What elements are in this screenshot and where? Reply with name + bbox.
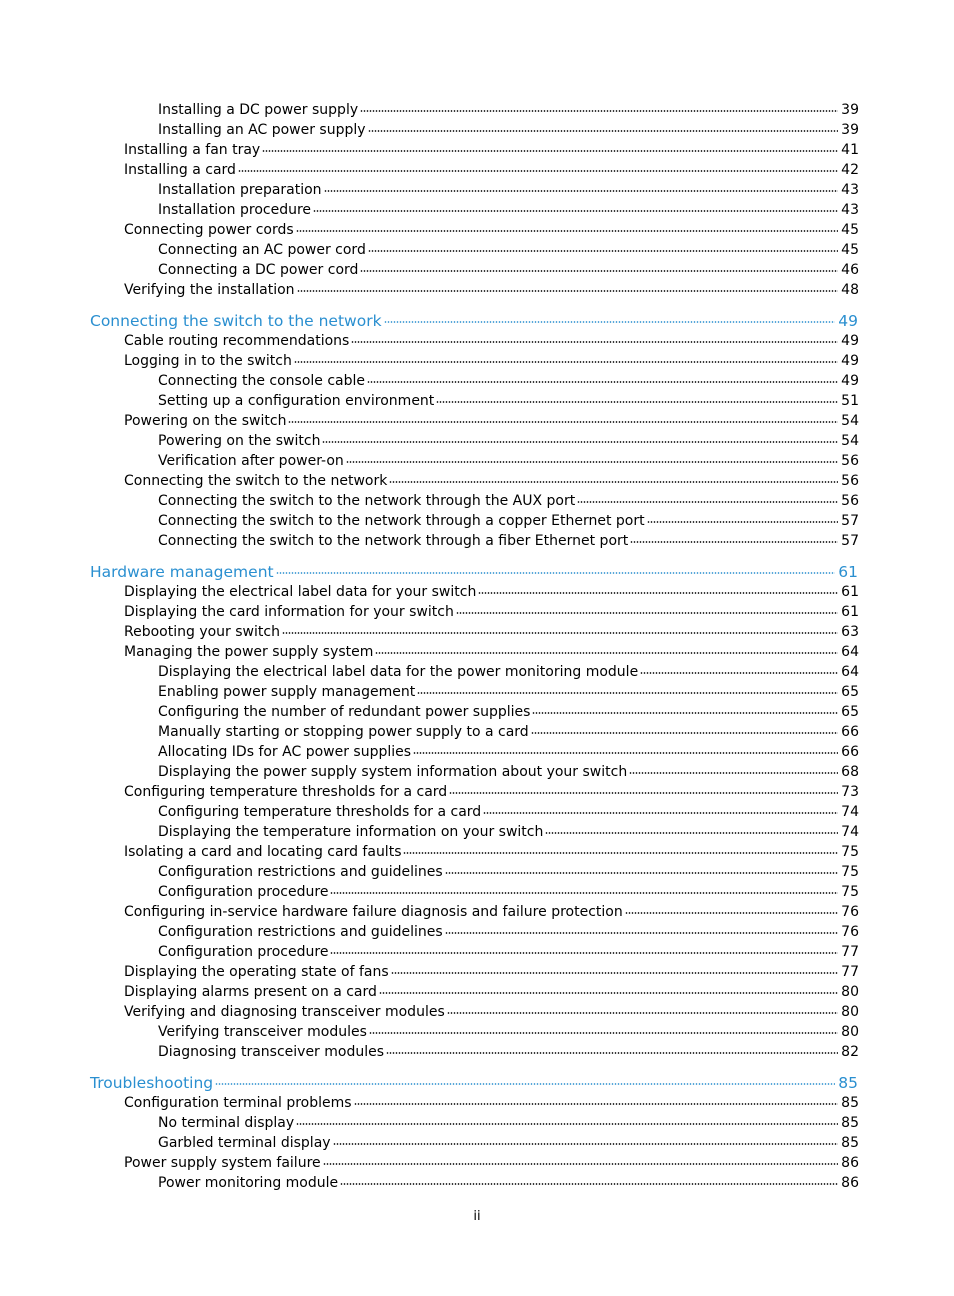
toc-section-entry[interactable] xyxy=(0,220,954,240)
toc-entry-page-number: 57 xyxy=(841,513,859,529)
toc-entry-page-number: 49 xyxy=(838,312,858,330)
toc-entry-page-number: 73 xyxy=(841,784,859,800)
toc-entry-page-number: 74 xyxy=(841,804,859,820)
toc-entry-title: Verification after power-on xyxy=(158,453,344,469)
toc-entry-page-number: 65 xyxy=(841,704,859,720)
toc-entry-page-number: 80 xyxy=(841,984,859,1000)
toc-subsection-entry[interactable] xyxy=(0,682,954,702)
dot-leader xyxy=(346,459,838,465)
toc-entry-title: Garbled terminal display xyxy=(158,1135,331,1151)
toc-entry-page-number: 49 xyxy=(841,373,859,389)
toc-entry-title: Allocating IDs for AC power supplies xyxy=(158,744,412,760)
toc-entry-title: Verifying the installation xyxy=(124,282,295,298)
toc-entry-page-number: 80 xyxy=(841,1024,859,1040)
toc-entry-page-number: 64 xyxy=(841,664,859,680)
toc-section-entry[interactable] xyxy=(0,962,954,982)
toc-entry-title: Installation preparation xyxy=(158,182,322,198)
toc-entry-title: Troubleshooting xyxy=(90,1074,214,1092)
toc-entry-title: Setting up a configuration environment xyxy=(158,393,435,409)
dot-leader xyxy=(384,319,835,325)
table-of-contents xyxy=(0,100,954,1193)
toc-entry-page-number: 77 xyxy=(841,964,859,980)
toc-entry-title: Installing an AC power supply xyxy=(158,122,366,138)
dot-leader xyxy=(413,750,838,756)
toc-entry-title: Displaying the card information for your switch xyxy=(124,604,454,620)
dot-leader xyxy=(386,1050,838,1056)
toc-subsection-entry[interactable] xyxy=(0,1133,954,1153)
dot-leader xyxy=(478,590,838,596)
dot-leader xyxy=(282,630,838,636)
toc-section-entry[interactable] xyxy=(0,331,954,351)
toc-entry-title: Displaying the temperature information on your switch xyxy=(158,824,544,840)
toc-subsection-entry[interactable] xyxy=(0,391,954,411)
toc-entry-page-number: 76 xyxy=(841,924,859,940)
toc-entry-title: Powering on the switch xyxy=(158,433,321,449)
toc-entry-title: Verifying transceiver modules xyxy=(158,1024,367,1040)
toc-entry-title: Connecting an AC power cord xyxy=(158,242,366,258)
toc-entry-page-number: 54 xyxy=(841,413,859,429)
dot-leader xyxy=(456,610,838,616)
dot-leader xyxy=(391,970,838,976)
toc-section-entry[interactable] xyxy=(0,1093,954,1113)
toc-entry-page-number: 85 xyxy=(841,1115,859,1131)
toc-section-entry[interactable] xyxy=(0,411,954,431)
toc-subsection-entry[interactable] xyxy=(0,240,954,260)
page-number: ii xyxy=(473,1209,481,1224)
toc-entry-page-number: 61 xyxy=(841,584,859,600)
toc-entry-title: Installing a card xyxy=(124,162,236,178)
dot-leader xyxy=(445,870,838,876)
toc-entry-title: Connecting the console cable xyxy=(158,373,366,389)
toc-subsection-entry[interactable] xyxy=(0,371,954,391)
toc-entry-title: Power monitoring module xyxy=(158,1175,339,1191)
toc-subsection-entry[interactable] xyxy=(0,922,954,942)
toc-entry-page-number: 85 xyxy=(838,1074,858,1092)
toc-entry-title: Isolating a card and locating card faults xyxy=(124,844,402,860)
toc-subsection-entry[interactable] xyxy=(0,942,954,962)
toc-entry-title: Displaying the electrical label data for the power monitoring module xyxy=(158,664,639,680)
dot-leader xyxy=(340,1181,838,1187)
dot-leader xyxy=(360,268,838,274)
toc-entry-page-number: 74 xyxy=(841,824,859,840)
dot-leader xyxy=(447,1010,838,1016)
toc-entry-title: Installing a DC power supply xyxy=(158,102,359,118)
toc-entry-page-number: 56 xyxy=(841,453,859,469)
toc-subsection-entry[interactable] xyxy=(0,722,954,742)
toc-entry-page-number: 45 xyxy=(841,222,859,238)
toc-subsection-entry[interactable] xyxy=(0,180,954,200)
toc-entry-page-number: 49 xyxy=(841,353,859,369)
toc-entry-page-number: 75 xyxy=(841,844,859,860)
toc-entry-title: Configuration procedure xyxy=(158,944,329,960)
toc-entry-title: Connecting power cords xyxy=(124,222,294,238)
toc-section-entry[interactable] xyxy=(0,471,954,491)
toc-subsection-entry[interactable] xyxy=(0,662,954,682)
dot-leader xyxy=(238,168,838,174)
toc-entry-page-number: 57 xyxy=(841,533,859,549)
dot-leader xyxy=(351,339,838,345)
toc-entry-title: Installing a fan tray xyxy=(124,142,261,158)
toc-section-entry[interactable] xyxy=(0,140,954,160)
toc-entry-title: Rebooting your switch xyxy=(124,624,280,640)
toc-section-entry[interactable] xyxy=(0,902,954,922)
dot-leader xyxy=(354,1101,838,1107)
toc-entry-page-number: 56 xyxy=(841,493,859,509)
toc-subsection-entry[interactable] xyxy=(0,491,954,511)
toc-subsection-entry[interactable] xyxy=(0,1173,954,1193)
dot-leader xyxy=(577,499,838,505)
toc-section-entry[interactable] xyxy=(0,1002,954,1022)
dot-leader xyxy=(294,359,838,365)
toc-entry-page-number: 85 xyxy=(841,1135,859,1151)
toc-entry-page-number: 43 xyxy=(841,182,859,198)
dot-leader xyxy=(531,730,838,736)
toc-entry-page-number: 41 xyxy=(841,142,859,158)
dot-leader xyxy=(545,830,838,836)
dot-leader xyxy=(215,1081,835,1087)
dot-leader xyxy=(647,519,838,525)
dot-leader xyxy=(360,108,838,114)
dot-leader xyxy=(368,248,838,254)
toc-entry-title: Configuring temperature thresholds for a card xyxy=(158,804,482,820)
toc-entry-title: Configuration restrictions and guidelines xyxy=(158,864,443,880)
toc-entry-title: Configuration procedure xyxy=(158,884,329,900)
toc-entry-page-number: 77 xyxy=(841,944,859,960)
toc-subsection-entry[interactable] xyxy=(0,862,954,882)
dot-leader xyxy=(375,650,838,656)
toc-entry-title: Verifying and diagnosing transceiver modules xyxy=(124,1004,445,1020)
toc-entry-title: Manually starting or stopping power supply to a card xyxy=(158,724,529,740)
toc-section-entry[interactable] xyxy=(0,160,954,180)
dot-leader xyxy=(629,770,838,776)
toc-entry-page-number: 80 xyxy=(841,1004,859,1020)
toc-entry-page-number: 65 xyxy=(841,684,859,700)
dot-leader xyxy=(313,208,838,214)
dot-leader xyxy=(330,950,838,956)
toc-subsection-entry[interactable] xyxy=(0,762,954,782)
toc-subsection-entry[interactable] xyxy=(0,531,954,551)
toc-entry-page-number: 39 xyxy=(841,122,859,138)
dot-leader xyxy=(403,850,838,856)
toc-section-entry[interactable] xyxy=(0,1153,954,1173)
dot-leader xyxy=(379,990,838,996)
toc-chapter-entry[interactable] xyxy=(0,310,954,331)
dot-leader xyxy=(417,690,838,696)
toc-entry-page-number: 82 xyxy=(841,1044,859,1060)
toc-entry-title: Installation procedure xyxy=(158,202,312,218)
toc-entry-title: Connecting the switch to the network through a fiber Ethernet port xyxy=(158,533,629,549)
toc-entry-title: Displaying the operating state of fans xyxy=(124,964,389,980)
toc-entry-title: Logging in to the switch xyxy=(124,353,292,369)
toc-entry-title: Configuring in-service hardware failure diagnosis and failure protection xyxy=(124,904,623,920)
toc-entry-page-number: 86 xyxy=(841,1175,859,1191)
toc-entry-title: Configuration terminal problems xyxy=(124,1095,352,1111)
toc-entry-page-number: 43 xyxy=(841,202,859,218)
dot-leader xyxy=(324,188,838,194)
toc-entry-title: Connecting the switch to the network through a copper Ethernet port xyxy=(158,513,645,529)
toc-entry-title: Connecting the switch to the network xyxy=(90,312,382,330)
dot-leader xyxy=(323,1161,838,1167)
toc-entry-title: No terminal display xyxy=(158,1115,295,1131)
toc-entry-page-number: 42 xyxy=(841,162,859,178)
toc-entry-title: Enabling power supply management xyxy=(158,684,416,700)
toc-section-entry[interactable] xyxy=(0,280,954,300)
toc-entry-page-number: 66 xyxy=(841,744,859,760)
toc-entry-title: Displaying the power supply system information about your switch xyxy=(158,764,628,780)
dot-leader xyxy=(436,399,838,405)
toc-subsection-entry[interactable] xyxy=(0,882,954,902)
dot-leader xyxy=(389,479,838,485)
toc-entry-page-number: 63 xyxy=(841,624,859,640)
toc-entry-title: Configuration restrictions and guidelines xyxy=(158,924,443,940)
toc-subsection-entry[interactable] xyxy=(0,742,954,762)
toc-entry-page-number: 75 xyxy=(841,884,859,900)
toc-subsection-entry[interactable] xyxy=(0,511,954,531)
toc-entry-page-number: 51 xyxy=(841,393,859,409)
toc-subsection-entry[interactable] xyxy=(0,100,954,120)
dot-leader xyxy=(262,148,838,154)
toc-entry-page-number: 68 xyxy=(841,764,859,780)
toc-chapter-entry[interactable] xyxy=(0,1072,954,1093)
toc-subsection-entry[interactable] xyxy=(0,120,954,140)
toc-entry-title: Connecting the switch to the network through the AUX port xyxy=(158,493,576,509)
dot-leader xyxy=(640,670,838,676)
toc-entry-page-number: 45 xyxy=(841,242,859,258)
dot-leader xyxy=(330,890,838,896)
toc-section-entry[interactable] xyxy=(0,842,954,862)
toc-subsection-entry[interactable] xyxy=(0,1022,954,1042)
toc-entry-title: Configuring the number of redundant power supplies xyxy=(158,704,531,720)
dot-leader xyxy=(297,288,838,294)
dot-leader xyxy=(276,570,835,576)
dot-leader xyxy=(296,1121,838,1127)
toc-section-entry[interactable] xyxy=(0,582,954,602)
dot-leader xyxy=(369,1030,838,1036)
toc-entry-title: Displaying alarms present on a card xyxy=(124,984,377,1000)
toc-entry-page-number: 61 xyxy=(838,563,858,581)
toc-section-entry[interactable] xyxy=(0,622,954,642)
toc-entry-title: Displaying the electrical label data for your switch xyxy=(124,584,477,600)
toc-subsection-entry[interactable] xyxy=(0,702,954,722)
dot-leader xyxy=(449,790,838,796)
toc-entry-page-number: 76 xyxy=(841,904,859,920)
dot-leader xyxy=(322,439,838,445)
dot-leader xyxy=(368,128,838,134)
toc-chapter-entry[interactable] xyxy=(0,561,954,582)
toc-section-entry[interactable] xyxy=(0,642,954,662)
toc-entry-page-number: 56 xyxy=(841,473,859,489)
toc-subsection-entry[interactable] xyxy=(0,1042,954,1062)
dot-leader xyxy=(532,710,838,716)
dot-leader xyxy=(288,419,838,425)
toc-subsection-entry[interactable] xyxy=(0,1113,954,1133)
toc-subsection-entry[interactable] xyxy=(0,260,954,280)
toc-entry-title: Diagnosing transceiver modules xyxy=(158,1044,385,1060)
toc-entry-page-number: 54 xyxy=(841,433,859,449)
toc-entry-title: Managing the power supply system xyxy=(124,644,374,660)
toc-entry-title: Connecting a DC power cord xyxy=(158,262,359,278)
toc-entry-page-number: 86 xyxy=(841,1155,859,1171)
toc-entry-title: Connecting the switch to the network xyxy=(124,473,388,489)
toc-subsection-entry[interactable] xyxy=(0,822,954,842)
toc-entry-page-number: 48 xyxy=(841,282,859,298)
dot-leader xyxy=(445,930,838,936)
toc-section-entry[interactable] xyxy=(0,602,954,622)
toc-section-entry[interactable] xyxy=(0,982,954,1002)
dot-leader xyxy=(630,539,838,545)
toc-entry-page-number: 61 xyxy=(841,604,859,620)
toc-section-entry[interactable] xyxy=(0,351,954,371)
dot-leader xyxy=(625,910,838,916)
toc-subsection-entry[interactable] xyxy=(0,802,954,822)
dot-leader xyxy=(333,1141,838,1147)
dot-leader xyxy=(367,379,838,385)
toc-section-entry[interactable] xyxy=(0,782,954,802)
toc-entry-page-number: 66 xyxy=(841,724,859,740)
toc-entry-page-number: 46 xyxy=(841,262,859,278)
toc-subsection-entry[interactable] xyxy=(0,200,954,220)
toc-entry-title: Configuring temperature thresholds for a card xyxy=(124,784,448,800)
dot-leader xyxy=(483,810,838,816)
dot-leader xyxy=(296,228,838,234)
toc-entry-page-number: 85 xyxy=(841,1095,859,1111)
toc-entry-page-number: 49 xyxy=(841,333,859,349)
toc-entry-title: Hardware management xyxy=(90,563,274,581)
toc-entry-title: Powering on the switch xyxy=(124,413,287,429)
toc-entry-page-number: 39 xyxy=(841,102,859,118)
toc-entry-page-number: 75 xyxy=(841,864,859,880)
toc-subsection-entry[interactable] xyxy=(0,431,954,451)
toc-entry-title: Power supply system failure xyxy=(124,1155,321,1171)
toc-entry-page-number: 64 xyxy=(841,644,859,660)
toc-entry-title: Cable routing recommendations xyxy=(124,333,350,349)
toc-subsection-entry[interactable] xyxy=(0,451,954,471)
